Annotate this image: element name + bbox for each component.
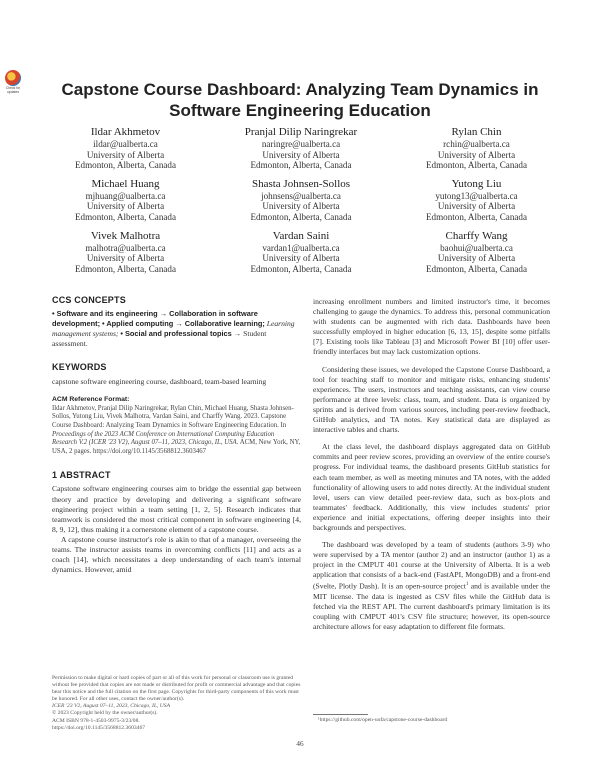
reference-part-2: ACM, New York, NY, USA, 2 pages. https://doi.org/10.1145/3568812.3603467 [52, 439, 301, 455]
permission-text: Permission to make digital or hard copies of part or all of this work for personal or classroom use is granted without fee provided that copies are not made or distributed for profit or commercial advantage and that copies bear this notice and the full citation on the first page. Copyrights for third-party components of this work must be honored. For all other uses, contact the owner/author(s). [52, 675, 301, 703]
author-email[interactable]: johnsens@ualberta.ca [261, 190, 341, 201]
author-card [38, 177, 213, 223]
author-card [214, 177, 389, 223]
ccs-concept-2: • Applied computing → Collaborative learning; [101, 319, 265, 329]
ccs-concepts [52, 309, 301, 349]
author-email[interactable]: naringre@ualberta.ca [261, 139, 341, 149]
right-paragraph-4 [313, 540, 550, 632]
isbn-line: ACM ISBN 978-1-4503-9975-3/23/08. [52, 717, 140, 724]
author-affiliation: University of Alberta [437, 201, 516, 212]
author-row [38, 125, 564, 171]
author-affiliation: University of Alberta [86, 253, 165, 264]
crossmark-icon [5, 70, 21, 86]
author-card [214, 125, 389, 171]
author-affiliation: University of Alberta [437, 253, 516, 264]
author-card [214, 229, 389, 275]
author-affiliation: University of Alberta [262, 253, 340, 264]
author-name: Pranjal Dilip Naringrekar [244, 126, 358, 138]
author-email[interactable]: baohui@ualberta.ca [440, 242, 513, 253]
ccs-concept-3: Learning management systems; [52, 319, 295, 339]
ccs-concept-4: • Social and professional topics [120, 329, 232, 339]
keywords-text: capstone software engineering course, dashboard, team-based learning [52, 376, 267, 386]
venue-line: ICER '23 V2, August 07–11, 2023, Chicago, IL, USA [52, 703, 170, 710]
author-location: Edmonton, Alberta, Canada [250, 160, 352, 171]
right-paragraph-2: Considering these issues, we developed the Capstone Course Dashboard, a tool for teaching staff to monitor and mitigate risks, enhancing students' experiences. The users, instructors and teaching assistants, can view course performance at three levels: class, team, and student. Data is organized by sprints and is derived from various sources, including peer-review feedback, GitHub analytics, and TA notes. Key statistical data are displayed as interactive tables and charts. [313, 364, 550, 435]
author-affiliation: University of Alberta [262, 201, 340, 212]
right-paragraph-1: increasing enrollment numbers and limited instructor's time, it becomes challenging to gauge the dynamics. To address this, personal communication with students can be augmented with rich data. Dashboards have been successfully employed in higher education [6, 13, 15], despite some pitfalls [7]. Existing tools like Tableau [3] and Microsoft Power BI [10] offer user-friendly interfaces but may lack customization options. [313, 297, 550, 357]
author-card [38, 229, 213, 275]
author-location: Edmonton, Alberta, Canada [74, 263, 177, 274]
abstract-heading: 1 ABSTRACT [52, 470, 111, 481]
author-card [389, 177, 564, 223]
author-affiliation: University of Alberta [86, 201, 165, 212]
author-location: Edmonton, Alberta, Canada [74, 211, 177, 222]
author-card [389, 125, 564, 171]
reference-format [52, 405, 301, 457]
author-card [38, 125, 213, 171]
author-location: Edmonton, Alberta, Canada [425, 160, 528, 171]
doi-link[interactable]: https://doi.org/10.1145/3568812.3603467 [52, 724, 146, 731]
footnote-rule [313, 714, 368, 715]
permission-notice [52, 675, 301, 732]
keywords-heading: KEYWORDS [52, 362, 107, 373]
author-location: Edmonton, Alberta, Canada [74, 160, 177, 171]
author-name: Rylan Chin [451, 126, 502, 138]
author-email[interactable]: yutong13@ualberta.ca [435, 190, 518, 201]
check-for-updates-badge[interactable] [2, 68, 24, 100]
author-row [38, 177, 564, 223]
author-card [389, 229, 564, 275]
reference-proceedings: Proceedings of the 2023 ACM Conference on International Computing Education Research V.2 (ICER '23 V2), August 07–11, 2023, Chicago, IL, USA. [52, 430, 275, 447]
author-affiliation: University of Alberta [86, 149, 165, 160]
author-name: Shasta Johnsen-Sollos [251, 177, 351, 190]
ccs-concept-1: • Software and its engineering → Collaboration in software development; [52, 309, 258, 329]
author-affiliation: University of Alberta [262, 149, 340, 160]
badge-label: Check for updates [5, 86, 21, 94]
right-column [313, 297, 550, 639]
author-email[interactable]: ildar@ualberta.ca [93, 139, 158, 149]
author-email[interactable]: vardan1@ualberta.ca [262, 242, 340, 253]
author-name: Michael Huang [91, 177, 160, 190]
author-name: Ildar Akhmetov [90, 126, 161, 138]
abstract-paragraph-1: Capstone software engineering courses aim to bridge the essential gap between theory and practice by developing and delivering a significant software engineering project within a team setting [1, 2, 5]. Research indicates that teamwork is considered the most critical component in software engineering [4, 8, 9, 12], thus making it a cornerstone element of a capstone course. [52, 484, 301, 534]
author-name: Vardan Saini [272, 229, 330, 242]
author-block [38, 125, 564, 280]
author-row [38, 229, 564, 275]
author-name: Charffy Wang [445, 229, 508, 242]
author-email[interactable]: malhotra@ualberta.ca [85, 242, 166, 253]
author-email[interactable]: mjhuang@ualberta.ca [85, 190, 166, 201]
abstract-paragraph-2: A capstone course instructor's role is akin to that of a manager, overseeing the teams. The instructor assists teams in overcoming conflicts [11] and acts as a coach [14], which necessitates a deep understanding of each team's internal dynamics. However, amid [52, 534, 301, 575]
right-paragraph-4a: The dashboard was developed by a team of students (authors 3-9) who were supervised by a TA mentor (author 2) and an instructor (author 1) as a project in the CMPUT 401 course at the University of Alberta. It is a web application that consists of a back-end (FastAPI, MongoDB) and a front-end (Svelte, Plotly Dash). It is an open-source project [313, 540, 550, 591]
author-name: Yutong Liu [451, 177, 502, 190]
author-location: Edmonton, Alberta, Canada [425, 263, 528, 274]
author-affiliation: University of Alberta [437, 149, 516, 160]
ccs-heading: CCS CONCEPTS [52, 295, 126, 305]
copyright-line: © 2023 Copyright held by the owner/author(s). [52, 710, 158, 717]
author-location: Edmonton, Alberta, Canada [250, 211, 352, 222]
author-name: Vivek Malhotra [90, 229, 161, 242]
right-paragraph-3: At the class level, the dashboard displays aggregated data on GitHub commits and peer review scores, providing an overview of the entire course's progress. For individual teams, the dashboard presents GitHub statistics for each team member, as well as meeting minutes and TA notes, with the added functionality of allowing users to add notes directly. At the individual student level, users can view detailed peer-review data, such as box-plots and teammates' feedback. Additionally, this view includes students' prior experience and initial expectations, offering deeper insights into their backgrounds and perspectives. [313, 442, 550, 532]
paper-title: Capstone Course Dashboard: Analyzing Team Dynamics in Software Engineering Education [61, 80, 539, 120]
page-number: 46 [296, 740, 304, 748]
footnote-marker[interactable]: 1 [465, 582, 469, 588]
ccs-concept-5: → Student assessment. [52, 329, 267, 349]
right-paragraph-4b: and is available under the MIT license. The data is ingested as CSV files while the GitHub data is fetched via the REST API. The current dashboard's primary limitation is its coupling with CMPUT 401's CSV file structure; however, its open-source architecture allows for easy adaptation to different file formats. [313, 581, 550, 632]
reference-part-1: Ildar Akhmetov, Pranjal Dilip Naringrekar, Rylan Chin, Michael Huang, Shasta Johnsen-Sollos, Yutong Liu, Vivek Malhotra, Vardan Saini, and Charffy Wang. 2023. Capstone Course Dashboard: Analyzing Team Dynamics in Software Engineering Education. In [52, 404, 294, 429]
footnote-url[interactable]: ¹https://github.com/open-uofa/capstone-course-dashboard [318, 717, 448, 723]
author-email[interactable]: rchin@ualberta.ca [443, 139, 510, 149]
author-location: Edmonton, Alberta, Canada [425, 211, 528, 222]
left-column [52, 295, 301, 575]
author-location: Edmonton, Alberta, Canada [250, 263, 352, 274]
reference-format-heading: ACM Reference Format: [52, 395, 130, 403]
